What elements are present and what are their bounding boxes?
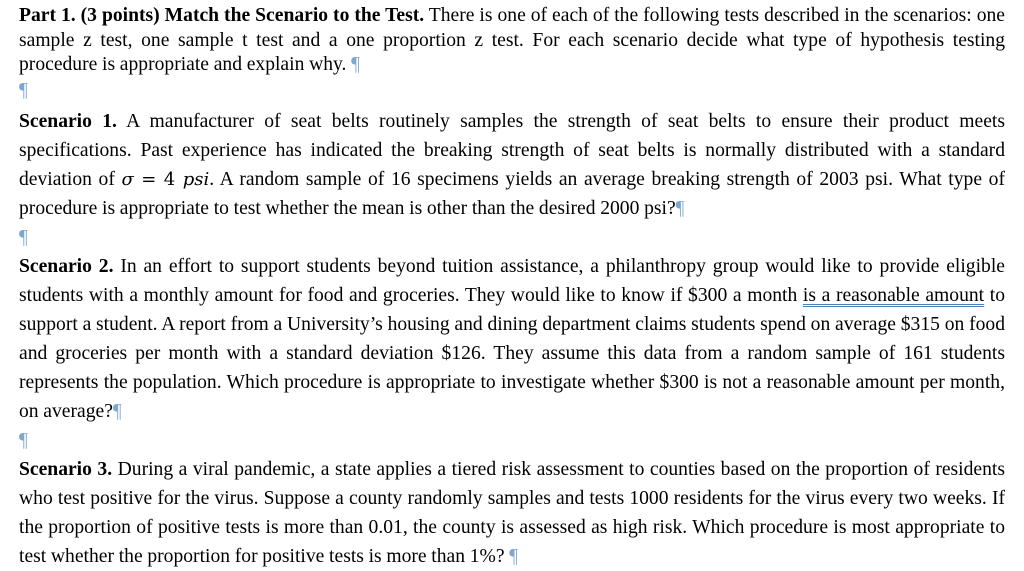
part1-paragraph: [19, 0, 1005, 78]
sigma-symbol: σ: [121, 168, 134, 190]
sigma-unit: psi: [175, 168, 210, 190]
scenario2-label: Scenario 2.: [19, 255, 114, 277]
scenario2-text-b: to support a student. A report from a University’s housing and dining department claims students spend on average $315 on food and groceries per month with a standard deviation $126. They assume this data from a random sample of 161 students represents the population. Which procedure is appropriate to investigate whether $300 is not a reasonable amount per month, on average?: [19, 284, 1005, 422]
sigma-equation: [122, 169, 210, 190]
pilcrow-mark: ¶: [509, 545, 519, 567]
empty-paragraph-mark[interactable]: ¶: [19, 226, 28, 248]
pilcrow-mark: ¶: [112, 400, 122, 422]
part1-heading: Part 1. (3 points) Match the Scenario to the Test.: [19, 5, 425, 26]
pilcrow-mark: ¶: [351, 54, 361, 75]
scenario3-label: Scenario 3.: [19, 458, 113, 480]
scenario1-label: Scenario 1.: [19, 110, 117, 132]
document-page: [19, 0, 1005, 571]
part1-text[interactable]: [19, 4, 1005, 78]
scenario3-paragraph[interactable]: [19, 455, 1005, 571]
part1-body: There is one of each of the following tests described in the scenarios: one sample z test, one sample t test and a one proportion z test. For each scenario decide what type of hypothesis testing procedure is appropriate and explain why.: [19, 5, 1005, 75]
empty-paragraph-mark[interactable]: ¶: [19, 429, 28, 451]
grammar-flagged-phrase[interactable]: is a reasonable amount: [802, 284, 985, 306]
scenario1-text-a: A manufacturer of seat belts routinely samples the strength of seat belts to ensure their product meets specifications. Past experience has indicated the breaking strength of seat belts is normally distributed with a standard deviation of: [19, 110, 1005, 190]
equals-sign: =: [133, 168, 164, 190]
empty-paragraph-mark[interactable]: ¶: [19, 79, 28, 101]
sigma-value: 4: [163, 168, 176, 190]
scenario1-paragraph[interactable]: [19, 107, 1005, 223]
scenario1-text-b: . A random sample of 16 specimens yields an average breaking strength of 2003 psi. What type of procedure is appropriate to test whether the mean is other than the desired 2000 psi?: [19, 168, 1005, 219]
scenario2-paragraph[interactable]: [19, 252, 1005, 426]
pilcrow-mark: ¶: [675, 197, 685, 219]
scenario3-text: During a viral pandemic, a state applies a tiered risk assessment to counties based on the proportion of residents who test positive for the virus. Suppose a county randomly samples and tests 1000 residents for the virus every two weeks. If the proportion of positive tests is more than 0.01, the county is assessed as high risk. Which procedure is most appropriate to test whether the proportion for positive tests is more than 1%?: [19, 458, 1005, 567]
scenario2-text-a: In an effort to support students beyond tuition assistance, a philanthropy group would like to provide eligible students with a monthly amount for food and groceries. They would like to know if $300 a month: [19, 255, 1005, 306]
